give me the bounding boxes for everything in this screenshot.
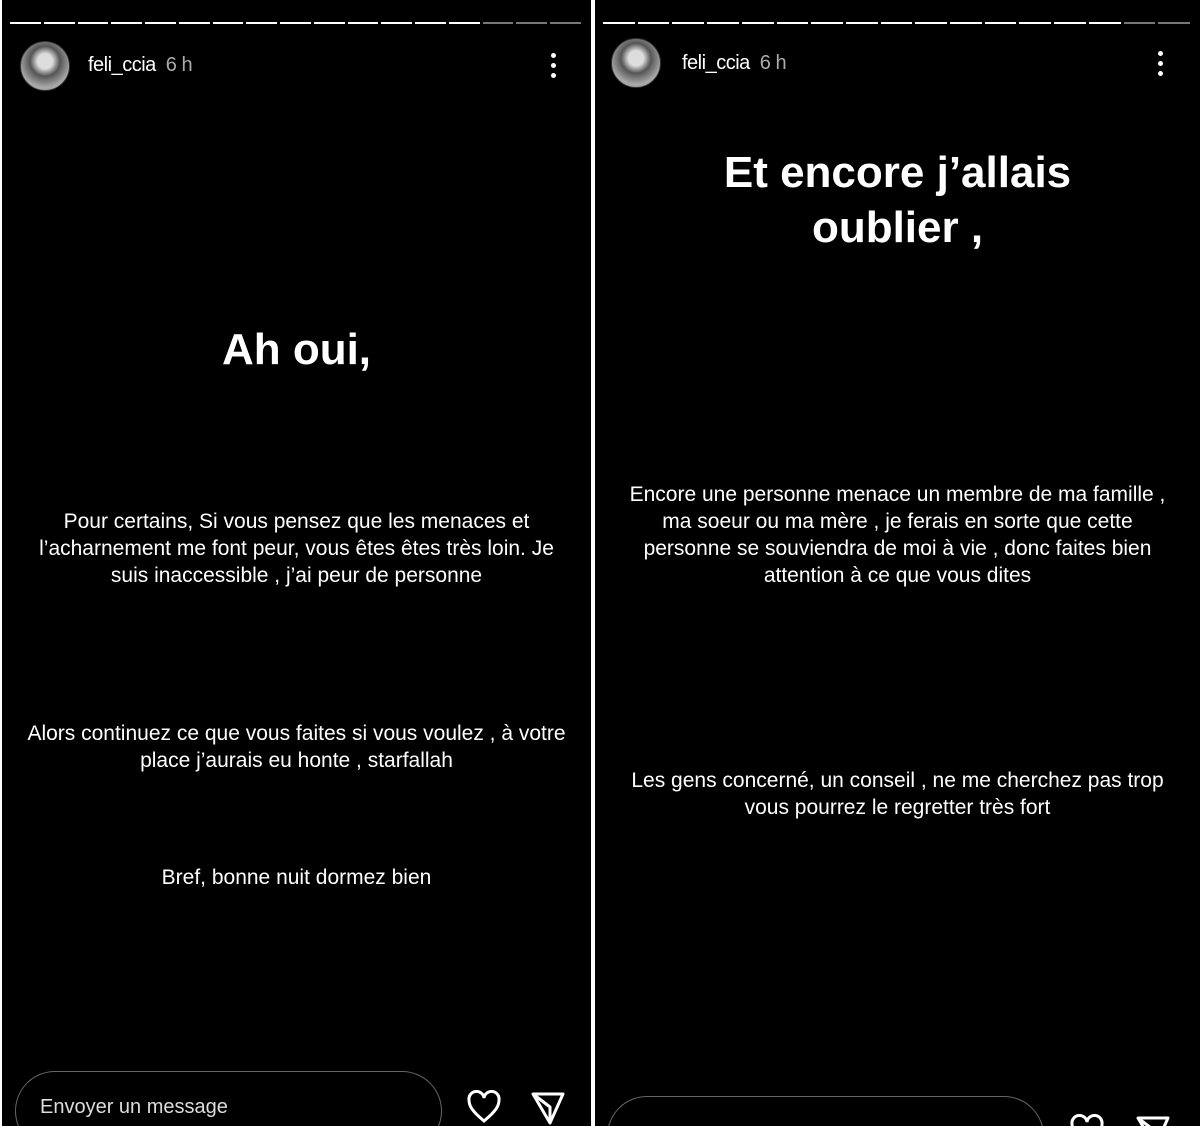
heart-icon[interactable]	[466, 1090, 502, 1124]
progress-segment	[1089, 22, 1121, 24]
progress-segment	[483, 22, 514, 24]
progress-segment	[985, 22, 1017, 24]
story-text-1: Encore une personne menace un membre de ma famille , ma soeur ou ma mère , je ferais en sorte que cette personne se souviendra de moi à vie , donc faites bien attention à ce que vous dites	[629, 483, 1166, 587]
progress-segment	[1158, 22, 1190, 24]
username[interactable]: feli_ccia	[682, 52, 750, 74]
story-text-3: Bref, bonne nuit dormez bien	[161, 866, 432, 889]
send-icon[interactable]	[1135, 1114, 1171, 1126]
progress-segment	[78, 22, 109, 24]
username[interactable]: feli_ccia	[88, 54, 156, 76]
progress-segment	[213, 22, 244, 24]
progress-segment	[915, 22, 947, 24]
progress-segment	[950, 22, 982, 24]
timestamp: 6 h	[165, 54, 193, 76]
progress-segment	[742, 22, 774, 24]
progress-segment	[111, 22, 142, 24]
progress-segment	[246, 22, 277, 24]
story-text-2: Alors continuez ce que vous faites si vous voulez , à votre place j’aurais eu honte , starfallah	[27, 722, 566, 772]
progress-segment	[638, 22, 670, 24]
progress-segment	[1019, 22, 1051, 24]
progress-segment	[449, 22, 480, 24]
story-panel-2[interactable]	[595, 0, 1200, 1126]
progress-bars	[10, 22, 581, 24]
heart-icon[interactable]	[1069, 1114, 1105, 1126]
progress-segment	[415, 22, 446, 24]
story-title: Ah oui,	[221, 325, 372, 374]
progress-segment	[381, 22, 412, 24]
progress-segment	[44, 22, 75, 24]
story-text-2: Les gens concerné, un conseil , ne me cherchez pas trop vous pourrez le regretter très fort	[631, 769, 1164, 819]
progress-segment	[145, 22, 176, 24]
story-header	[88, 54, 192, 77]
progress-segment	[707, 22, 739, 24]
progress-segment	[1054, 22, 1086, 24]
story-title: Et encore j’allais oublier ,	[723, 148, 1072, 252]
avatar[interactable]	[20, 41, 70, 91]
progress-segment	[603, 22, 635, 24]
progress-segment	[314, 22, 345, 24]
more-options-icon[interactable]	[1155, 51, 1165, 81]
progress-segment	[777, 22, 809, 24]
avatar[interactable]	[611, 38, 661, 88]
progress-segment	[550, 22, 581, 24]
more-options-icon[interactable]	[548, 53, 558, 83]
progress-segment	[672, 22, 704, 24]
progress-segment	[10, 22, 41, 24]
progress-segment	[846, 22, 878, 24]
progress-segment	[516, 22, 547, 24]
progress-segment	[348, 22, 379, 24]
message-input[interactable]	[607, 1096, 1044, 1126]
progress-bars	[603, 22, 1190, 24]
timestamp: 6 h	[759, 52, 787, 74]
send-icon[interactable]	[530, 1090, 566, 1126]
story-header	[682, 52, 786, 75]
story-panel-1[interactable]	[2, 0, 591, 1126]
story-text-1: Pour certains, Si vous pensez que les menaces et l’acharnement me font peur, vous êtes êtes très loin. Je suis inaccessible , j’ai peur de personne	[39, 510, 554, 587]
message-input[interactable]	[15, 1071, 442, 1126]
message-placeholder: Envoyer un message	[40, 1096, 228, 1118]
progress-segment	[1124, 22, 1156, 24]
progress-segment	[179, 22, 210, 24]
progress-segment	[280, 22, 311, 24]
progress-segment	[881, 22, 913, 24]
progress-segment	[811, 22, 843, 24]
